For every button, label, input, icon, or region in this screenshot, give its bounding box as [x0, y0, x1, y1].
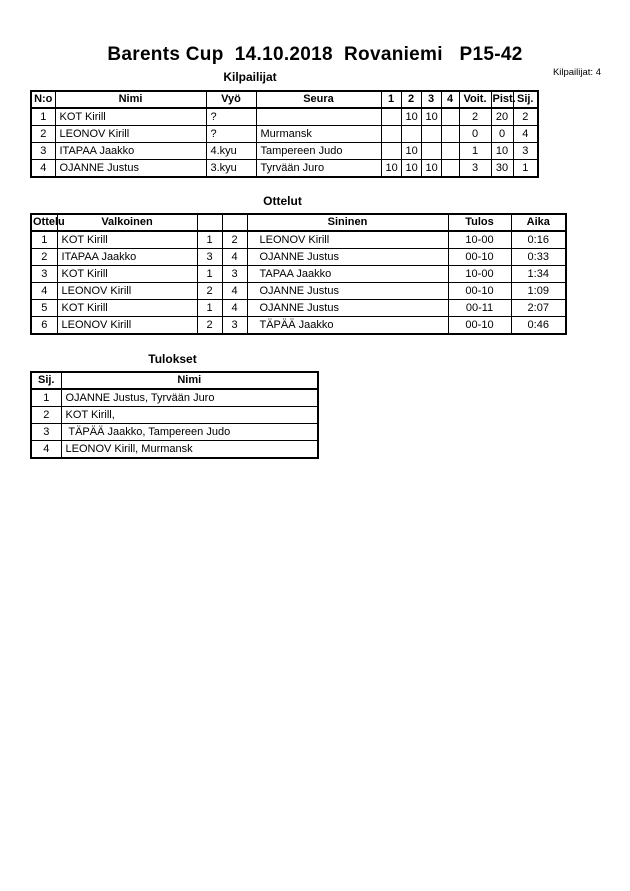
table-cell: 00-10 [448, 317, 511, 335]
table-row [31, 389, 318, 407]
matches-table-body [31, 231, 566, 334]
table-cell: 2 [31, 249, 57, 266]
table-cell [421, 126, 441, 143]
column-header-club: Seura [256, 91, 381, 108]
table-cell: 2 [31, 407, 61, 424]
table-cell: LEONOV Kirill, Murmansk [61, 441, 318, 459]
matches-table [30, 213, 567, 335]
table-cell: 5 [31, 300, 57, 317]
table-cell: 00-10 [448, 249, 511, 266]
header-row [31, 214, 566, 231]
table-cell: KOT Kirill [57, 231, 197, 249]
table-cell: 0 [491, 126, 513, 143]
column-header-result: Tulos [448, 214, 511, 231]
table-cell: 2 [459, 108, 491, 126]
column-header-place: Sij. [31, 372, 61, 389]
table-cell: 10-00 [448, 231, 511, 249]
column-header-points: Pist. [491, 91, 513, 108]
table-cell [381, 108, 401, 126]
competitors-count: Kilpailijat: 4 [552, 67, 601, 78]
results-table-header [31, 372, 318, 389]
table-cell: 4 [31, 441, 61, 459]
table-cell: KOT Kirill [55, 108, 206, 126]
table-cell: 1:34 [511, 266, 566, 283]
table-cell: 20 [491, 108, 513, 126]
table-row [31, 300, 566, 317]
table-cell: 0:33 [511, 249, 566, 266]
competitors-table-body [31, 108, 538, 177]
table-cell: 2 [513, 108, 538, 126]
table-cell [381, 143, 401, 160]
table-cell: 4 [31, 160, 55, 178]
table-cell: 10 [401, 143, 421, 160]
table-cell: 2 [222, 231, 247, 249]
table-cell: 10 [401, 160, 421, 178]
table-cell [421, 143, 441, 160]
column-header-opp3: 3 [421, 91, 441, 108]
table-cell: LEONOV Kirill [247, 231, 448, 249]
table-row [31, 441, 318, 459]
table-cell: TÄPÄÄ Jaakko [247, 317, 448, 335]
table-cell: 1 [459, 143, 491, 160]
table-cell: 10 [421, 160, 441, 178]
table-cell: 10 [381, 160, 401, 178]
table-row [31, 249, 566, 266]
table-cell: Tyrvään Juro [256, 160, 381, 178]
table-cell: 1 [31, 108, 55, 126]
results-table [30, 371, 319, 459]
section-title-tulokset: Tulokset [148, 352, 197, 366]
page-title: Barents Cup 14.10.2018 Rovaniemi P15-42 [107, 44, 523, 65]
table-cell: ITAPAA Jaakko [55, 143, 206, 160]
table-row [31, 283, 566, 300]
table-cell: LEONOV Kirill [57, 283, 197, 300]
column-header-blue: Sininen [247, 214, 448, 231]
table-row [31, 126, 538, 143]
table-cell: OJANNE Justus, Tyrvään Juro [61, 389, 318, 407]
table-cell: ITAPAA Jaakko [57, 249, 197, 266]
table-cell: 3.kyu [206, 160, 256, 178]
table-cell: 4 [222, 300, 247, 317]
table-cell: 4 [222, 249, 247, 266]
table-row [31, 266, 566, 283]
column-header-opp4: 4 [441, 91, 459, 108]
table-cell: 0 [459, 126, 491, 143]
table-cell [441, 143, 459, 160]
table-cell: 1:09 [511, 283, 566, 300]
table-cell: 2:07 [511, 300, 566, 317]
table-cell: 10-00 [448, 266, 511, 283]
table-cell: OJANNE Justus [247, 283, 448, 300]
table-row [31, 424, 318, 441]
table-cell: 1 [31, 389, 61, 407]
table-row [31, 407, 318, 424]
table-cell: LEONOV Kirill [57, 317, 197, 335]
table-cell: TAPAA Jaakko [247, 266, 448, 283]
table-cell: 1 [513, 160, 538, 178]
column-header-white-no [197, 214, 222, 231]
table-cell: 3 [222, 266, 247, 283]
table-cell: 10 [401, 108, 421, 126]
table-cell: 4 [513, 126, 538, 143]
table-cell: 3 [31, 424, 61, 441]
table-cell: 00-11 [448, 300, 511, 317]
table-row [31, 231, 566, 249]
table-cell: 1 [31, 231, 57, 249]
table-cell: KOT Kirill [57, 300, 197, 317]
column-header-belt: Vyö [206, 91, 256, 108]
table-row [31, 108, 538, 126]
table-cell: 00-10 [448, 283, 511, 300]
table-cell [401, 126, 421, 143]
table-cell: 10 [491, 143, 513, 160]
table-row [31, 160, 538, 178]
competitors-table-header [31, 91, 538, 108]
table-cell: 1 [197, 266, 222, 283]
column-header-time: Aika [511, 214, 566, 231]
table-cell: OJANNE Justus [247, 300, 448, 317]
table-cell: 1 [197, 231, 222, 249]
table-cell [441, 126, 459, 143]
column-header-opp1: 1 [381, 91, 401, 108]
table-cell: KOT Kirill, [61, 407, 318, 424]
table-row [31, 143, 538, 160]
section-title-ottelut: Ottelut [263, 194, 302, 208]
column-header-opp2: 2 [401, 91, 421, 108]
table-cell [381, 126, 401, 143]
column-header-place: Sij. [513, 91, 538, 108]
table-cell: 2 [31, 126, 55, 143]
table-cell: 3 [459, 160, 491, 178]
table-cell: 2 [197, 283, 222, 300]
table-cell: 3 [197, 249, 222, 266]
column-header-match: Ottelu [31, 214, 57, 231]
table-cell: 3 [31, 143, 55, 160]
table-cell: 2 [197, 317, 222, 335]
table-cell: Murmansk [256, 126, 381, 143]
table-cell: OJANNE Justus [55, 160, 206, 178]
table-cell: Tampereen Judo [256, 143, 381, 160]
table-cell: 6 [31, 317, 57, 335]
column-header-no: N:o [31, 91, 55, 108]
table-cell: 3 [31, 266, 57, 283]
column-header-name: Nimi [55, 91, 206, 108]
table-cell: TÄPÄÄ Jaakko, Tampereen Judo [61, 424, 318, 441]
column-header-white: Valkoinen [57, 214, 197, 231]
table-cell: 1 [197, 300, 222, 317]
column-header-name: Nimi [61, 372, 318, 389]
table-cell: ? [206, 108, 256, 126]
column-header-wins: Voit. [459, 91, 491, 108]
table-row [31, 317, 566, 335]
table-cell: 0:16 [511, 231, 566, 249]
table-cell: 3 [222, 317, 247, 335]
table-cell: 10 [421, 108, 441, 126]
results-table-body [31, 389, 318, 458]
section-title-kilpailijat: Kilpailijat [223, 70, 277, 84]
table-cell: 4 [222, 283, 247, 300]
table-cell: KOT Kirill [57, 266, 197, 283]
table-cell [256, 108, 381, 126]
table-cell [441, 160, 459, 178]
column-header-blue-no [222, 214, 247, 231]
matches-table-header [31, 214, 566, 231]
header-row [31, 91, 538, 108]
table-cell [441, 108, 459, 126]
table-cell: LEONOV Kirill [55, 126, 206, 143]
table-cell: 4 [31, 283, 57, 300]
header-row [31, 372, 318, 389]
table-cell: 30 [491, 160, 513, 178]
table-cell: OJANNE Justus [247, 249, 448, 266]
table-cell: 0:46 [511, 317, 566, 335]
table-cell: ? [206, 126, 256, 143]
competitors-table [30, 90, 539, 178]
table-cell: 3 [513, 143, 538, 160]
table-cell: 4.kyu [206, 143, 256, 160]
